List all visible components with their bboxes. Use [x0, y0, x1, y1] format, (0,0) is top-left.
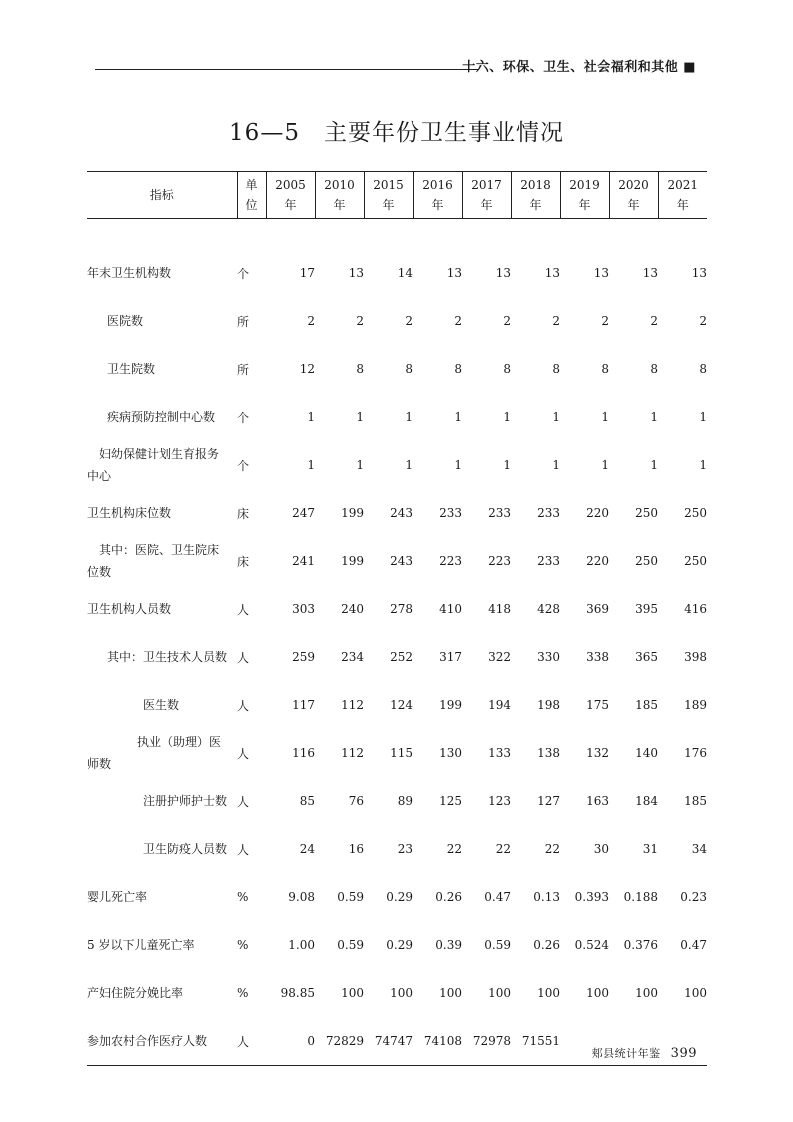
value-cell: 0.59 [337, 890, 364, 904]
value-cell: 1.00 [288, 938, 315, 952]
value-cell: 100 [586, 986, 609, 1000]
unit-cell: 人 [237, 1017, 266, 1066]
value-cell: 0.26 [435, 890, 462, 904]
value-cell: 198 [537, 698, 560, 712]
value-cell: 233 [488, 506, 511, 520]
value-cell: 130 [439, 746, 462, 760]
year-header-2010: 2010 年 [315, 172, 364, 219]
value-cell: 85 [299, 794, 315, 808]
value-cell: 322 [488, 650, 511, 664]
value-cell: 74108 [413, 1017, 462, 1066]
unit-cell: % [237, 890, 249, 904]
table-row [87, 297, 707, 345]
indicator-cell: 参加农村合作医疗人数 [87, 1017, 237, 1066]
table-row [87, 441, 707, 489]
value-cell: 185 [635, 698, 658, 712]
indicator-cell: 医院数 [107, 314, 144, 328]
value-cell: 410 [439, 602, 462, 616]
value-cell: 2 [552, 314, 560, 328]
value-cell: 1 [503, 458, 511, 472]
value-cell: 338 [586, 650, 609, 664]
value-cell: 0.188 [623, 890, 658, 904]
year-header-2018: 2018 年 [511, 172, 560, 219]
unit-cell: % [237, 986, 249, 1000]
value-cell: 2 [699, 314, 707, 328]
table-row [87, 729, 707, 777]
value-cell: 199 [439, 698, 462, 712]
value-cell: 8 [699, 362, 707, 376]
value-cell: 428 [537, 602, 560, 616]
table-row [87, 393, 707, 441]
value-cell: 369 [586, 602, 609, 616]
value-cell: 220 [586, 506, 609, 520]
value-cell: 184 [635, 794, 658, 808]
indicator-cell: 疾病预防控制中心数 [107, 410, 216, 424]
value-cell: 72829 [315, 1017, 364, 1066]
value-cell: 1 [552, 458, 560, 472]
year-header-2019: 2019 年 [560, 172, 609, 219]
value-cell: 185 [684, 794, 707, 808]
value-cell: 127 [537, 794, 560, 808]
value-cell: 2 [307, 314, 315, 328]
value-cell: 176 [684, 746, 707, 760]
value-cell: 1 [307, 410, 315, 424]
value-cell: 0.47 [484, 890, 511, 904]
unit-cell: 个 [237, 410, 250, 425]
value-cell: 223 [439, 554, 462, 568]
value-cell: 250 [684, 506, 707, 520]
year-header-2005: 2005 年 [266, 172, 315, 219]
value-cell: 1 [650, 458, 658, 472]
year-header-2016: 2016 年 [413, 172, 462, 219]
page-footer [592, 1045, 697, 1061]
value-cell: 13 [691, 266, 707, 280]
unit-cell: 人 [237, 842, 250, 857]
value-cell: 76 [348, 794, 364, 808]
unit-cell: 人 [237, 794, 250, 809]
unit-cell: 人 [237, 602, 250, 617]
unit-cell: % [237, 938, 249, 952]
value-cell: 16 [348, 842, 364, 856]
value-cell: 98.85 [280, 986, 315, 1000]
value-cell: 125 [439, 794, 462, 808]
value-cell: 0.393 [574, 890, 609, 904]
indicator-cell: 产妇住院分娩比率 [87, 986, 184, 1000]
value-cell: 9.08 [288, 890, 315, 904]
value-cell: 252 [390, 650, 413, 664]
unit-cell: 床 [237, 506, 250, 521]
value-cell: 72978 [462, 1017, 511, 1066]
value-cell: 243 [390, 554, 413, 568]
value-cell: 398 [684, 650, 707, 664]
value-cell: 100 [537, 986, 560, 1000]
book-name: 郏县统计年鉴 [591, 1047, 661, 1060]
value-cell: 241 [292, 554, 315, 568]
value-cell: 1 [601, 410, 609, 424]
indicator-cell: 5 岁以下儿童死亡率 [87, 938, 195, 952]
value-cell: 124 [390, 698, 413, 712]
value-cell: 1 [356, 458, 364, 472]
value-cell: 31 [642, 842, 658, 856]
indicator-cell: 妇幼保健计划生育报务 中心 [87, 447, 220, 483]
value-cell: 250 [635, 506, 658, 520]
value-cell: 8 [454, 362, 462, 376]
value-cell: 23 [397, 842, 413, 856]
value-cell: 100 [341, 986, 364, 1000]
value-cell: 1 [454, 410, 462, 424]
value-cell: 22 [495, 842, 511, 856]
value-cell: 112 [341, 698, 364, 712]
unit-cell: 人 [237, 698, 250, 713]
value-cell: 34 [691, 842, 707, 856]
table-row [87, 969, 707, 1017]
value-cell: 189 [684, 698, 707, 712]
value-cell: 1 [601, 458, 609, 472]
section-header: 十六、环保、卫生、社会福利和其他 ■ [462, 60, 696, 75]
value-cell: 22 [544, 842, 560, 856]
indicator-cell: 卫生院数 [107, 362, 156, 376]
table-row [87, 681, 707, 729]
value-cell: 365 [635, 650, 658, 664]
value-cell: 100 [635, 986, 658, 1000]
value-cell: 317 [439, 650, 462, 664]
value-cell: 1 [405, 410, 413, 424]
table-row [87, 777, 707, 825]
year-header-2021: 2021 年 [658, 172, 707, 219]
indicator-cell: 执业（助理）医 师数 [87, 735, 222, 771]
table-row [87, 345, 707, 393]
unit-header: 单 位 [237, 172, 266, 219]
value-cell: 8 [503, 362, 511, 376]
value-cell: 1 [699, 410, 707, 424]
page-number: 399 [670, 1046, 697, 1061]
value-cell: 1 [405, 458, 413, 472]
value-cell: 278 [390, 602, 413, 616]
value-cell: 2 [454, 314, 462, 328]
value-cell: 100 [390, 986, 413, 1000]
indicator-cell: 婴儿死亡率 [87, 890, 148, 904]
value-cell: 138 [537, 746, 560, 760]
unit-cell: 人 [237, 650, 250, 665]
value-cell: 0.13 [533, 890, 560, 904]
table-row [87, 633, 707, 681]
value-cell: 1 [307, 458, 315, 472]
indicator-cell: 卫生机构人员数 [87, 602, 172, 616]
table-row [87, 585, 707, 633]
value-cell: 233 [439, 506, 462, 520]
unit-cell: 床 [237, 554, 250, 569]
value-cell: 2 [405, 314, 413, 328]
value-cell: 234 [341, 650, 364, 664]
value-cell: 233 [537, 506, 560, 520]
value-cell: 0.376 [623, 938, 658, 952]
indicator-cell: 注册护师护士数 [143, 794, 228, 808]
value-cell: 17 [299, 266, 315, 280]
value-cell: 100 [488, 986, 511, 1000]
table-row [87, 489, 707, 537]
value-cell: 133 [488, 746, 511, 760]
year-header-2020: 2020 年 [609, 172, 658, 219]
value-cell: 1 [650, 410, 658, 424]
value-cell: 13 [446, 266, 462, 280]
header-rule [95, 69, 478, 70]
value-cell: 220 [586, 554, 609, 568]
table-body [87, 219, 707, 1066]
value-cell: 0.47 [680, 938, 707, 952]
value-cell: 0.26 [533, 938, 560, 952]
value-cell: 116 [292, 746, 315, 760]
value-cell: 243 [390, 506, 413, 520]
table-row [87, 537, 707, 585]
value-cell: 13 [544, 266, 560, 280]
value-cell: 2 [503, 314, 511, 328]
value-cell: 1 [503, 410, 511, 424]
value-cell: 1 [454, 458, 462, 472]
value-cell: 22 [446, 842, 462, 856]
indicator-cell: 其中：卫生技术人员数 [107, 650, 228, 664]
year-header-2015: 2015 年 [364, 172, 413, 219]
value-cell: 194 [488, 698, 511, 712]
value-cell: 247 [292, 506, 315, 520]
value-cell: 0.59 [337, 938, 364, 952]
year-header-2017: 2017 年 [462, 172, 511, 219]
indicator-cell: 医生数 [143, 698, 180, 712]
value-cell: 100 [684, 986, 707, 1000]
value-cell: 2 [601, 314, 609, 328]
value-cell: 100 [439, 986, 462, 1000]
value-cell: 0.23 [680, 890, 707, 904]
value-cell: 199 [341, 506, 364, 520]
value-cell: 250 [635, 554, 658, 568]
value-cell: 89 [397, 794, 413, 808]
value-cell: 2 [356, 314, 364, 328]
indicator-header: 指标 [87, 172, 237, 219]
value-cell: 199 [341, 554, 364, 568]
value-cell: 13 [495, 266, 511, 280]
value-cell: 330 [537, 650, 560, 664]
value-cell: 8 [405, 362, 413, 376]
unit-cell: 人 [237, 746, 250, 761]
value-cell: 8 [601, 362, 609, 376]
table-row [87, 921, 707, 969]
value-cell: 13 [348, 266, 364, 280]
value-cell: 259 [292, 650, 315, 664]
value-cell: 0 [266, 1017, 315, 1066]
value-cell: 416 [684, 602, 707, 616]
value-cell: 123 [488, 794, 511, 808]
value-cell: 24 [299, 842, 315, 856]
value-cell: 112 [341, 746, 364, 760]
value-cell: 115 [390, 746, 413, 760]
value-cell: 71551 [511, 1017, 560, 1066]
value-cell: 140 [635, 746, 658, 760]
indicator-cell: 卫生防疫人员数 [143, 842, 228, 856]
value-cell: 8 [552, 362, 560, 376]
value-cell: 13 [642, 266, 658, 280]
unit-cell: 所 [237, 362, 250, 377]
value-cell: 1 [699, 458, 707, 472]
table-row [87, 873, 707, 921]
value-cell: 12 [299, 362, 315, 376]
table-header-row [87, 172, 707, 219]
unit-cell: 所 [237, 314, 250, 329]
health-statistics-table [87, 171, 707, 1066]
value-cell: 1 [356, 410, 364, 424]
value-cell: 2 [650, 314, 658, 328]
value-cell: 0.29 [386, 938, 413, 952]
value-cell: 0.39 [435, 938, 462, 952]
value-cell: 74747 [364, 1017, 413, 1066]
value-cell: 132 [586, 746, 609, 760]
value-cell: 175 [586, 698, 609, 712]
value-cell: 250 [684, 554, 707, 568]
value-cell: 163 [586, 794, 609, 808]
value-cell: 223 [488, 554, 511, 568]
value-cell: 14 [397, 266, 413, 280]
value-cell: 0.524 [574, 938, 609, 952]
indicator-cell: 年末卫生机构数 [87, 266, 172, 280]
value-cell: 8 [650, 362, 658, 376]
table-row [87, 219, 707, 298]
value-cell: 8 [356, 362, 364, 376]
unit-cell: 个 [237, 458, 250, 473]
value-cell: 395 [635, 602, 658, 616]
value-cell: 0.29 [386, 890, 413, 904]
value-cell: 418 [488, 602, 511, 616]
value-cell: 30 [593, 842, 609, 856]
table-row [87, 825, 707, 873]
page-title: 16—5 主要年份卫生事业情况 [229, 120, 564, 146]
value-cell: 117 [292, 698, 315, 712]
indicator-cell: 其中：医院、卫生院床 位数 [87, 543, 220, 579]
unit-cell: 个 [237, 266, 250, 281]
value-cell: 233 [537, 554, 560, 568]
value-cell: 240 [341, 602, 364, 616]
value-cell: 13 [593, 266, 609, 280]
value-cell: 1 [552, 410, 560, 424]
value-cell: 303 [292, 602, 315, 616]
indicator-cell: 卫生机构床位数 [87, 506, 172, 520]
value-cell: 0.59 [484, 938, 511, 952]
